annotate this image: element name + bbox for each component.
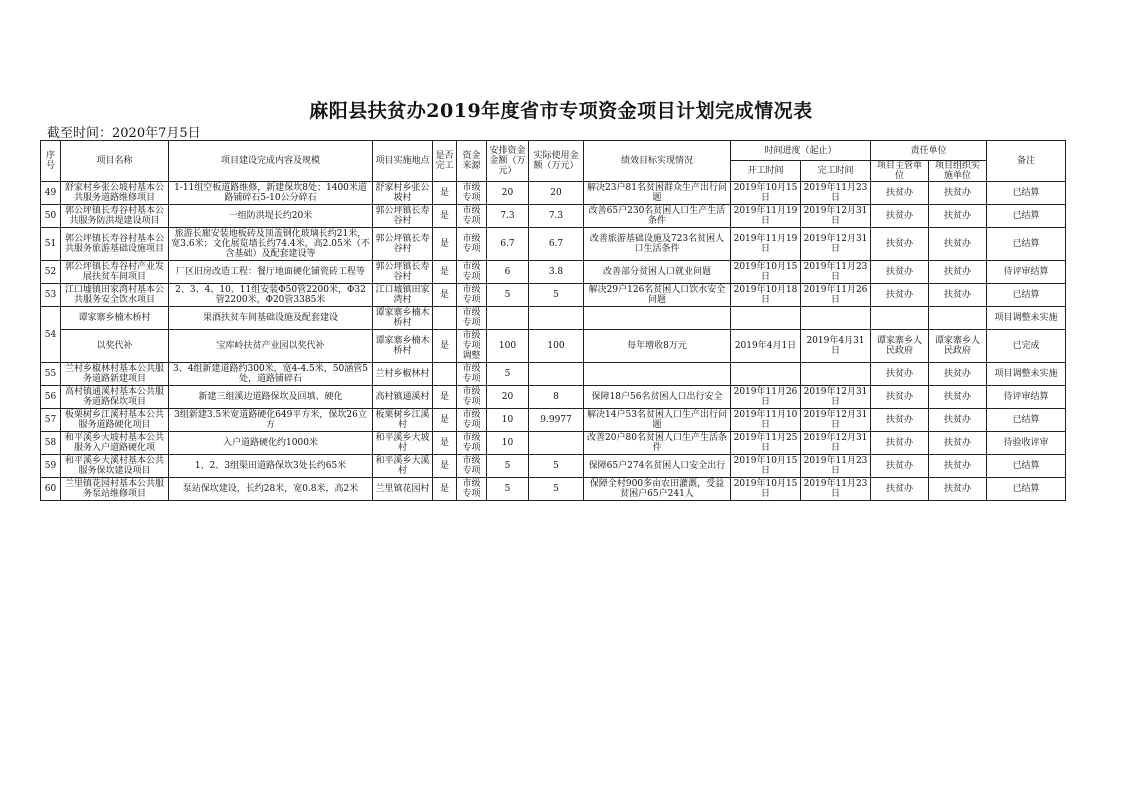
header-completed: 是否完工 (433, 141, 457, 182)
cell-source: 市级专项 (457, 409, 487, 432)
cell-location: 和平溪乡大坡村 (373, 432, 433, 455)
cell-end: 2019年11月23日 (801, 478, 871, 501)
cell-source: 市级专项 (457, 307, 487, 330)
cell-content: 1-11组空板道路维修，新建保坎8处；1400米道路铺碎石5-10公分碎石 (169, 182, 373, 205)
cell-completed (433, 307, 457, 330)
cell-source: 市级专项 (457, 182, 487, 205)
cell-name: 板栗树乡江溪村基本公共服务道路硬化项目 (61, 409, 169, 432)
cell-name: 舒家村乡张公坡村基本公共服务道路维修项目 (61, 182, 169, 205)
cell-actual: 5 (529, 284, 584, 307)
cell-start: 2019年10月15日 (731, 182, 801, 205)
cell-org: 扶贫办 (929, 409, 987, 432)
cell-dept: 扶贫办 (871, 182, 929, 205)
document-title: 麻阳县扶贫办2019年度省市专项资金项目计划完成情况表 (309, 100, 813, 122)
cell-org: 扶贫办 (929, 363, 987, 386)
table-row (41, 261, 1066, 284)
cell-dept: 扶贫办 (871, 455, 929, 478)
cell-content: 果酒扶贫车间基础设施及配套建设 (169, 307, 373, 330)
cell-start: 2019年11月26日 (731, 386, 801, 409)
table-row (41, 330, 1066, 363)
cell-content: 2、3、4、10、11组安装Φ50管2200米，Φ32管2200米，Φ20管3385米 (169, 284, 373, 307)
cell-goal: 解决14户53名贫困人口生产出行问题 (584, 409, 731, 432)
cell-note: 待评审结算 (987, 386, 1066, 409)
cell-org: 扶贫办 (929, 228, 987, 261)
cell-goal: 保障全村900多亩农田灌溉，受益贫困户65户241人 (584, 478, 731, 501)
cell-name: 江口墟镇田家湾村基本公共服务安全饮水项目 (61, 284, 169, 307)
cell-note: 已结算 (987, 228, 1066, 261)
table-row (41, 478, 1066, 501)
table-row (41, 386, 1066, 409)
cell-dept: 扶贫办 (871, 284, 929, 307)
cell-planned: 5 (487, 455, 529, 478)
cell-name: 以奖代补 (61, 330, 169, 363)
cell-location: 谭家寨乡楠木桥村 (373, 307, 433, 330)
cell-seq: 54 (41, 307, 61, 363)
table-header-row (41, 141, 1066, 161)
cell-goal: 每年增收8万元 (584, 330, 731, 363)
cell-content: 厂区旧房改造工程：餐厅地面硬化铺瓷砖工程等 (169, 261, 373, 284)
cell-location: 兰村乡椒林村 (373, 363, 433, 386)
cell-completed: 是 (433, 182, 457, 205)
cell-org: 扶贫办 (929, 205, 987, 228)
cell-goal: 改善部分贫困人口就业问题 (584, 261, 731, 284)
cell-org (929, 307, 987, 330)
cell-dept (871, 307, 929, 330)
cell-note: 待验收评审 (987, 432, 1066, 455)
cell-source: 市级专项 (457, 478, 487, 501)
cell-content: 入户道路硬化约1000米 (169, 432, 373, 455)
cell-goal: 解决23户81名贫困群众生产出行问题 (584, 182, 731, 205)
cell-goal (584, 307, 731, 330)
cell-note: 已结算 (987, 409, 1066, 432)
cell-seq: 60 (41, 478, 61, 501)
cell-seq: 56 (41, 386, 61, 409)
cell-location: 郭公坪镇长寿谷村 (373, 228, 433, 261)
cell-org: 扶贫办 (929, 432, 987, 455)
header-actual: 实际使用金额（万元） (529, 141, 584, 182)
cell-goal: 改善65户230名贫困人口生产生活条件 (584, 205, 731, 228)
cell-dept: 扶贫办 (871, 409, 929, 432)
cell-completed (433, 363, 457, 386)
cell-actual: 6.7 (529, 228, 584, 261)
cell-actual: 7.3 (529, 205, 584, 228)
cell-completed: 是 (433, 261, 457, 284)
header-resp-org: 项目组织实施单位 (929, 161, 987, 182)
cell-source: 市级专项 (457, 205, 487, 228)
cell-actual: 5 (529, 478, 584, 501)
cell-planned: 5 (487, 478, 529, 501)
cell-planned: 5 (487, 284, 529, 307)
cell-note: 待评审结算 (987, 261, 1066, 284)
table-row (41, 363, 1066, 386)
cell-goal: 保障18户56名贫困人口出行安全 (584, 386, 731, 409)
cell-goal (584, 363, 731, 386)
cell-dept: 扶贫办 (871, 478, 929, 501)
cell-start: 2019年11月19日 (731, 228, 801, 261)
cell-name: 高村镇通溪村基本公共服务道路保坎项目 (61, 386, 169, 409)
cell-name: 谭家寨乡楠木桥村 (61, 307, 169, 330)
cell-goal: 改善20户80名贫困人口生产生活条件 (584, 432, 731, 455)
cell-name: 兰村乡椒林村基本公共服务道路新建项目 (61, 363, 169, 386)
cell-completed: 是 (433, 330, 457, 363)
cell-source: 市级专项 (457, 432, 487, 455)
header-resp-dept: 项目主管单位 (871, 161, 929, 182)
cell-completed: 是 (433, 386, 457, 409)
cell-org: 扶贫办 (929, 455, 987, 478)
header-goal: 绩效目标实现情况 (584, 141, 731, 182)
cell-start: 2019年10月15日 (731, 478, 801, 501)
header-resp: 责任单位 (871, 141, 987, 161)
cell-source: 市级专项 (457, 284, 487, 307)
cell-start: 2019年10月15日 (731, 261, 801, 284)
cell-location: 兰里镇花园村 (373, 478, 433, 501)
cell-start: 2019年10月15日 (731, 455, 801, 478)
cell-end: 2019年11月23日 (801, 261, 871, 284)
cell-actual: 8 (529, 386, 584, 409)
cell-goal: 保障65户274名贫困人口安全出行 (584, 455, 731, 478)
cell-completed: 是 (433, 228, 457, 261)
cell-note: 项目调整未实施 (987, 307, 1066, 330)
cell-content: 旅游长廊安装地板砖及顶盖钢化玻璃长约21米，宽3.6米；文化展览墙长约74.4米，高2.05米（不含基础）及配套建设等 (169, 228, 373, 261)
cell-org: 扶贫办 (929, 478, 987, 501)
cell-org: 扶贫办 (929, 284, 987, 307)
header-location: 项目实施地点 (373, 141, 433, 182)
cell-seq: 50 (41, 205, 61, 228)
cell-dept: 扶贫办 (871, 205, 929, 228)
cell-planned: 10 (487, 432, 529, 455)
cell-start (731, 307, 801, 330)
cell-content: 宝库岭扶贫产业园以奖代补 (169, 330, 373, 363)
cell-goal: 解决29户126名贫困人口饮水安全问题 (584, 284, 731, 307)
cell-planned: 100 (487, 330, 529, 363)
cell-content: 3组新建3.5米宽道路硬化649平方米，保坎26立方 (169, 409, 373, 432)
cell-note: 已结算 (987, 284, 1066, 307)
cell-completed: 是 (433, 478, 457, 501)
cell-dept: 扶贫办 (871, 363, 929, 386)
header-start: 开工时间 (731, 161, 801, 182)
table-row (41, 432, 1066, 455)
cell-seq: 55 (41, 363, 61, 386)
cell-start: 2019年11月25日 (731, 432, 801, 455)
cell-end: 2019年12月31日 (801, 205, 871, 228)
cutoff-date: 截至时间：2020年7月5日 (47, 126, 201, 141)
cell-actual: 3.8 (529, 261, 584, 284)
cell-location: 谭家寨乡楠木桥村 (373, 330, 433, 363)
cell-seq: 57 (41, 409, 61, 432)
cell-org: 谭家寨乡人民政府 (929, 330, 987, 363)
cell-planned: 6 (487, 261, 529, 284)
cell-content: 一组防洪堤长约20米 (169, 205, 373, 228)
cell-end: 2019年12月31日 (801, 228, 871, 261)
cell-end: 2019年11月23日 (801, 455, 871, 478)
cell-dept: 扶贫办 (871, 228, 929, 261)
cell-completed: 是 (433, 432, 457, 455)
cell-end: 2019年12月31日 (801, 386, 871, 409)
header-name: 项目名称 (61, 141, 169, 182)
cell-content: 泵站保坎建设，长约28米，宽0.8米，高2米 (169, 478, 373, 501)
cell-location: 板栗树乡江溪村 (373, 409, 433, 432)
cell-source: 市级专项 (457, 261, 487, 284)
cell-end: 2019年12月31日 (801, 432, 871, 455)
table-row (41, 205, 1066, 228)
cell-end: 2019年11月23日 (801, 182, 871, 205)
cell-location: 郭公坪镇长寿谷村 (373, 261, 433, 284)
cell-name: 郭公坪镇长寿谷村产业发展扶贫车间项目 (61, 261, 169, 284)
cell-location: 郭公坪镇长寿谷村 (373, 205, 433, 228)
cell-content: 1、2、3组渠田道路保坎3处长约65米 (169, 455, 373, 478)
cell-actual: 5 (529, 455, 584, 478)
cell-dept: 扶贫办 (871, 386, 929, 409)
cell-dept: 扶贫办 (871, 432, 929, 455)
cell-start: 2019年11月19日 (731, 205, 801, 228)
cell-org: 扶贫办 (929, 386, 987, 409)
table-row (41, 455, 1066, 478)
cell-completed: 是 (433, 455, 457, 478)
cell-actual: 9.9977 (529, 409, 584, 432)
cell-seq: 53 (41, 284, 61, 307)
cell-name: 和平溪乡大坡村基本公共服务入户道路硬化项 (61, 432, 169, 455)
cell-name: 和平溪乡大溪村基本公共服务保坎建设项目 (61, 455, 169, 478)
cell-seq: 59 (41, 455, 61, 478)
cell-source: 市级专项调整 (457, 330, 487, 363)
cell-planned: 10 (487, 409, 529, 432)
cell-seq: 52 (41, 261, 61, 284)
header-content: 项目建设完成内容及规模 (169, 141, 373, 182)
cell-note: 项目调整未实施 (987, 363, 1066, 386)
cell-name: 郭公坪镇长寿谷村基本公共服务防洪堤建设项目 (61, 205, 169, 228)
cell-end (801, 307, 871, 330)
cell-actual: 20 (529, 182, 584, 205)
header-source: 资金来源 (457, 141, 487, 182)
cell-seq: 51 (41, 228, 61, 261)
table-row (41, 409, 1066, 432)
cell-dept: 谭家寨乡人民政府 (871, 330, 929, 363)
table-row (41, 228, 1066, 261)
cell-seq: 49 (41, 182, 61, 205)
cell-completed: 是 (433, 409, 457, 432)
cell-org: 扶贫办 (929, 261, 987, 284)
cell-source: 市级专项 (457, 363, 487, 386)
cell-start: 2019年10月18日 (731, 284, 801, 307)
cell-source: 市级专项 (457, 455, 487, 478)
header-schedule: 时间进度（起止） (731, 141, 871, 161)
cell-planned: 20 (487, 386, 529, 409)
table-row (41, 182, 1066, 205)
header-end: 完工时间 (801, 161, 871, 182)
cell-goal: 改善旅游基础设施及723名贫困人口生活条件 (584, 228, 731, 261)
cell-note: 已结算 (987, 478, 1066, 501)
table-row (41, 307, 1066, 330)
cell-end (801, 363, 871, 386)
cell-start (731, 363, 801, 386)
cell-completed: 是 (433, 284, 457, 307)
header-seq: 序号 (41, 141, 61, 182)
cell-content: 3、4组新建道路约300米，宽4-4.5米，50涵管5处，道路铺碎石 (169, 363, 373, 386)
cell-actual (529, 363, 584, 386)
cell-location: 和平溪乡大溪村 (373, 455, 433, 478)
cell-note: 已结算 (987, 205, 1066, 228)
header-note: 备注 (987, 141, 1066, 182)
cell-note: 已结算 (987, 455, 1066, 478)
cell-location: 舒家村乡张公坡村 (373, 182, 433, 205)
cell-location: 高村镇通溪村 (373, 386, 433, 409)
cell-completed: 是 (433, 205, 457, 228)
cell-end: 2019年4月31日 (801, 330, 871, 363)
cell-dept: 扶贫办 (871, 261, 929, 284)
project-table (40, 140, 1066, 501)
cell-org: 扶贫办 (929, 182, 987, 205)
cell-planned: 5 (487, 363, 529, 386)
header-planned: 安排资金金额（万元） (487, 141, 529, 182)
cell-end: 2019年11月26日 (801, 284, 871, 307)
cell-note: 已完成 (987, 330, 1066, 363)
cell-seq: 58 (41, 432, 61, 455)
cell-planned (487, 307, 529, 330)
cell-location: 江口墟镇田家湾村 (373, 284, 433, 307)
cell-actual (529, 307, 584, 330)
cell-name: 郭公坪镇长寿谷村基本公共服务旅游基础设施项目 (61, 228, 169, 261)
cell-name: 兰里镇花园村基本公共服务泵站维修项目 (61, 478, 169, 501)
cell-planned: 7.3 (487, 205, 529, 228)
table-row (41, 284, 1066, 307)
cell-start: 2019年11月10日 (731, 409, 801, 432)
cell-start: 2019年4月1日 (731, 330, 801, 363)
cell-end: 2019年12月31日 (801, 409, 871, 432)
cell-source: 市级专项 (457, 386, 487, 409)
cell-actual (529, 432, 584, 455)
cell-source: 市级专项 (457, 228, 487, 261)
cell-planned: 20 (487, 182, 529, 205)
cell-planned: 6.7 (487, 228, 529, 261)
cell-actual: 100 (529, 330, 584, 363)
cell-content: 新建三组溪边道路保坎及回填、硬化 (169, 386, 373, 409)
cell-note: 已结算 (987, 182, 1066, 205)
